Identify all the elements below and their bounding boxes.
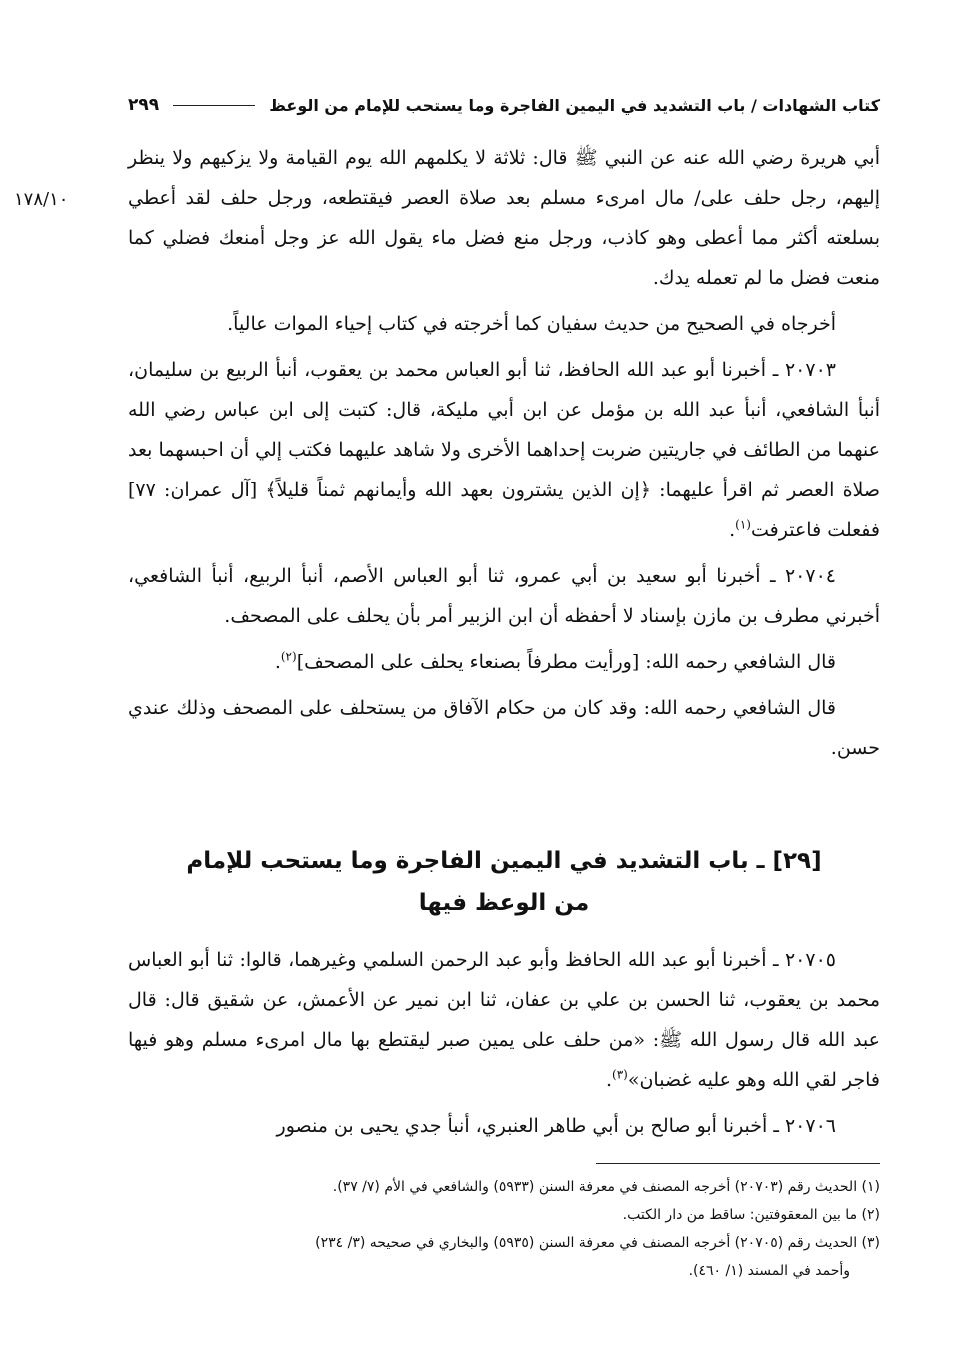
footnote: (١) الحديث رقم (٢٠٧٠٣) أخرجه المصنف في معرفة السنن (٥٩٣٣) والشافعي في الأم (٧/ ٣٧). xyxy=(332,1179,880,1195)
header-rule xyxy=(173,105,255,106)
running-header xyxy=(128,88,880,122)
paragraph: ٢٠٧٠٣ ـ أخبرنا أبو عبد الله الحافظ، ثنا أبو العباس محمد بن يعقوب، أنبأ الربيع بن سليمان، أنبأ الشافعي، أنبأ عبد الله بن مؤمل عن ابن أبي مليكة، قال: كتبت إلى ابن عباس رضي الله عنهما من الطائف في جاريتين ضربت إحداهما الأخرى ولا شاهد عليهما فكتب إلي أن احبسهما بعد صلاة العصر ثم اقرأ عليهما: ﴿إن الذين يشترون بعهد الله وأيمانهم ثمناً قليلاً﴾ [آل عمران: ٧٧] ففعلت فاعترفت$^{(١)}$. xyxy=(128,359,880,541)
page-number: ٢٩٩ xyxy=(128,95,160,115)
footnote-mark: (٣) xyxy=(612,1067,628,1082)
paragraph: قال الشافعي رحمه الله: وقد كان من حكام الآفاق من يستحلف على المصحف وذلك عندي حسن. xyxy=(128,697,880,759)
paragraph: أبي هريرة رضي الله عنه عن النبي ﷺ قال: ثلاثة لا يكلمهم الله يوم القيامة ولا يزكيهم ولا ينظر إليهم، رجل حلف على/ مال امرىء مسلم بعد صلاة العصر فيقتطعه، ورجل حلف لقد أعطي بسلعته أكثر مما أعطى وهو كاذب، ورجل منع فضل ماء يقول الله عز وجل أمنعك فضلي كما منعت فضل ما لم تعمله يدك. xyxy=(128,147,880,289)
main-text-continued xyxy=(128,940,880,1152)
footnote-rule xyxy=(596,1163,880,1164)
chapter-title-line1: [٢٩] ـ باب التشديد في اليمين الفاجرة وما يستحب للإمام xyxy=(186,848,822,874)
footnote-mark: (١) xyxy=(735,517,751,532)
footnote: (٣) الحديث رقم (٢٠٧٠٥) أخرجه المصنف في معرفة السنن (٥٩٣٥) والبخاري في صحيحه (٣/ ٢٣٤) xyxy=(315,1235,880,1251)
footnotes xyxy=(128,1173,880,1285)
margin-reference: ١٧٨/١٠ xyxy=(14,189,69,210)
footnote: (٢) ما بين المعقوفتين: ساقط من دار الكتب. xyxy=(622,1207,880,1223)
paragraph: أخرجاه في الصحيح من حديث سفيان كما أخرجته في كتاب إحياء الموات عالياً. xyxy=(227,313,836,335)
header-title: كتاب الشهادات / باب التشديد في اليمين الفاجرة وما يستحب للإمام من الوعظ xyxy=(269,95,880,115)
paragraph: ٢٠٧٠٤ ـ أخبرنا أبو سعيد بن أبي عمرو، ثنا أبو العباس الأصم، أنبأ الربيع، أنبأ الشافعي، أخبرني مطرف بن مازن بإسناد لا أحفظه أن ابن الزبير أمر بأن يحلف على المصحف. xyxy=(128,565,880,627)
paragraph: ٢٠٧٠٥ ـ أخبرنا أبو عبد الله الحافظ وأبو عبد الرحمن السلمي وغيرهما، قالوا: ثنا أبو العباس محمد بن يعقوب، ثنا الحسن بن علي بن عفان، ثنا ابن نمير عن الأعمش، عن شقيق قال: قال عبد الله قال رسول الله ﷺ: «من حلف على يمين صبر ليقتطع بها مال امرىء مسلم وهو فيها فاجر لقي الله وهو عليه غضبان»$^{(٣)}$. xyxy=(128,949,880,1091)
footnote-mark: (٢) xyxy=(280,649,297,664)
footnote-continuation: وأحمد في المسند (١/ ٤٦٠). xyxy=(688,1263,850,1279)
paragraph: قال الشافعي رحمه الله: [ورأيت مطرفاً بصنعاء يحلف على المصحف]$^{(٢)}$. xyxy=(274,649,836,673)
main-text xyxy=(128,138,880,774)
chapter-title xyxy=(128,840,880,924)
chapter-title-line2: من الوعظ فيها xyxy=(418,890,590,916)
paragraph: ٢٠٧٠٦ ـ أخبرنا أبو صالح بن أبي طاهر العنبري، أنبأ جدي يحيى بن منصور xyxy=(276,1115,836,1137)
